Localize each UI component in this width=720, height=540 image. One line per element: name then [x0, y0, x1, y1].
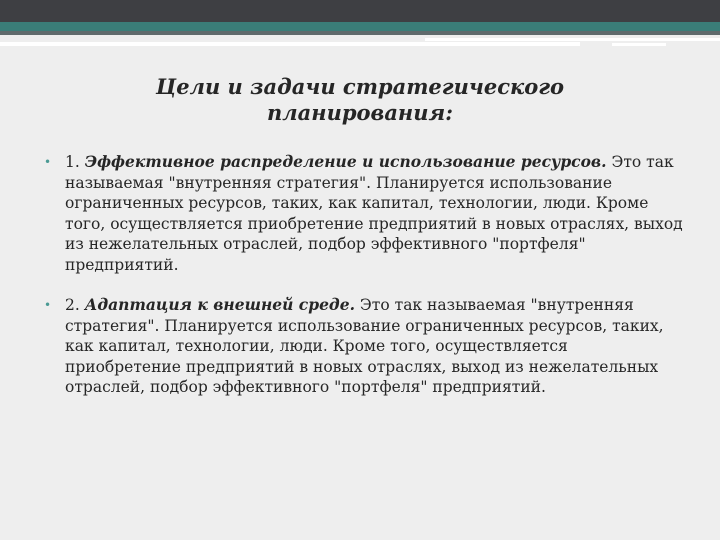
dark-stripe [0, 31, 720, 35]
accent-stripe [0, 22, 720, 31]
slide-title [60, 74, 660, 126]
title-line-2: планирования: [267, 100, 453, 125]
item-heading: Эффективное распределение и использование ресурсов. [84, 152, 607, 171]
list-item-1 [44, 152, 684, 275]
item-text: Это так называемая "внутренняя стратегия". Планируется использование ограниченных ресурсов, таких, как капитал, технологии, люди. Кроме того, осуществляется приобретение предприятий в новых отраслях, выход из нежелательных отраслей, подбор эффективного "портфеля" предприятий. [65, 153, 683, 274]
decor-line-left [0, 42, 580, 46]
title-line-1: Цели и задачи стратегического [155, 74, 565, 99]
slide-content [44, 152, 684, 418]
bullet-icon: • [44, 155, 52, 169]
item-heading: Адаптация к внешней среде. [84, 295, 355, 314]
decor-line-short [612, 43, 666, 46]
item-text: Это так называемая "внутренняя стратегия". Планируется использование ограниченных ресурсов, таких, как капитал, технологии, люди. Кроме того, осуществляется приобретение предприятий в новых отраслях, выход из нежелательных отраслей, подбор эффективного "портфеля" предприятий. [65, 296, 664, 396]
item-number: 1. [65, 153, 80, 171]
list-item-2 [44, 295, 684, 398]
item-number: 2. [65, 296, 80, 314]
top-header-band [0, 0, 720, 22]
decor-line-right [425, 38, 720, 41]
bullet-icon: • [44, 298, 52, 312]
